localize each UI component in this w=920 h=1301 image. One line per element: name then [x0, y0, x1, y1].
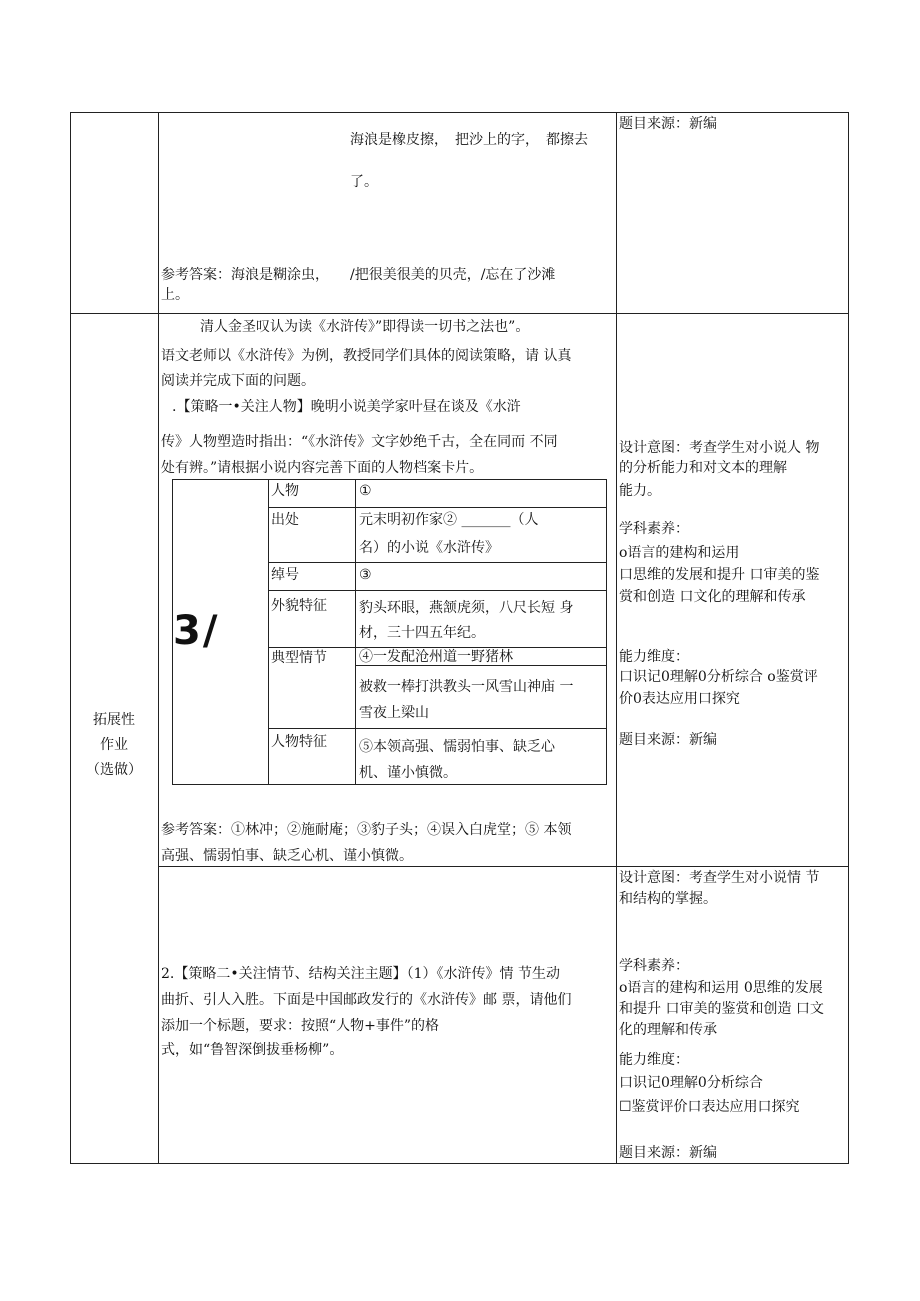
card-value-traits-2: 机、谨小慎微。 [359, 765, 457, 781]
card-row-line-1 [268, 507, 607, 508]
answer-2-line-2: 高强、懦弱怕事、缺乏心机、谨小慎微。 [161, 848, 413, 864]
ability-line-1: 口识记0理解0分析综合 o鉴赏评 [619, 669, 818, 685]
card-value-nickname: ③ [359, 567, 372, 583]
table-right-border [848, 112, 849, 1164]
card-value-traits-1: ⑤本领高强、懦弱怕事、缺乏心 [359, 739, 555, 755]
card-value-plot-2: 被救一棒打洪教头一风雪山神庙 一 [359, 679, 574, 695]
card-value-appearance-1: 豹头环眼，燕颔虎须，八尺长短 身 [359, 600, 574, 616]
design-intent-2: 的分析能力和对文本的理解 [619, 460, 787, 476]
card-row-line-6 [268, 728, 607, 729]
ability-title-s3: 能力维度： [619, 1052, 689, 1068]
card-value-origin-1: 元末明初作家② _______（人 [359, 512, 539, 528]
poem-line-1: 海浪是橡皮擦， 把沙上的字， 都擦去 [350, 132, 588, 148]
question-line-1: 2.【策略二•关注情节、结构关注主题】（1）《水浒传》情 节生动 [161, 966, 560, 982]
column-divider-2 [616, 112, 617, 1164]
source-label: 题目来源：新编 [619, 116, 717, 132]
intro-line-3: 阅读并完成下面的问题。 [161, 373, 315, 389]
card-value-appearance-2: 材，三十四五年纪。 [359, 625, 485, 641]
answer-line-2: 上。 [161, 287, 189, 303]
card-value-person: ① [359, 483, 372, 499]
category-line-1: 拓展性 [93, 712, 135, 728]
card-bottom-border [172, 784, 607, 785]
literacy-title: 学科素养： [619, 521, 689, 537]
design-intent-1: 设计意图：考查学生对小说人 物 [619, 440, 820, 456]
card-label-origin: 出处 [271, 512, 299, 528]
literacy-line-1: o语言的建构和运用 [619, 545, 740, 561]
source-label-3: 题目来源：新编 [619, 1145, 717, 1161]
card-top-border [172, 479, 607, 480]
literacy-title-s3: 学科素养： [619, 958, 689, 974]
strategy-line-2: 传》人物塑造时指出：“《水浒传》文字妙绝千古，全在同而 不同 [161, 434, 558, 450]
ability-s3-line-1: 口识记0理解0分析综合 [619, 1075, 763, 1091]
design-intent-3: 能力。 [619, 483, 661, 499]
question-line-4: 式，如“鲁智深倒拔垂杨柳”。 [161, 1042, 344, 1058]
intro-line-2: 语文老师以《水浒传》为例，教授同学们具体的阅读策略，请 认真 [161, 348, 572, 364]
source-label-2: 题目来源：新编 [619, 732, 717, 748]
question-line-2: 曲折、引人入胜。下面是中国邮政发行的《水浒传》邮 票，请他们 [161, 992, 572, 1008]
card-value-plot-3: 雪夜上梁山 [359, 705, 429, 721]
poem-line-2: 了。 [350, 174, 378, 190]
card-col-divider-1 [268, 479, 269, 784]
literacy-line-3: 赏和创造 口文化的理解和传承 [619, 589, 806, 605]
ability-s3-line-2: ☐鉴赏评价口表达应用口探究 [619, 1099, 800, 1115]
design-intent-s3-1: 设计意图：考查学生对小说情 节 [619, 870, 820, 886]
ability-title: 能力维度： [619, 649, 689, 665]
table-top-border [70, 112, 849, 113]
category-line-3: （选做） [86, 762, 142, 778]
strategy-line-3: 处有辨。”请根据小说内容完善下面的人物档案卡片。 [161, 460, 484, 476]
answer-line-1: 参考答案：海浪是糊涂虫， /把很美很美的贝壳，/忘在了沙滩 [161, 267, 556, 283]
answer-2-line-1: 参考答案：①林冲；②施耐庵；③豹子头；④误入白虎堂；⑤ 本领 [161, 822, 572, 838]
card-value-plot-1: ④一发配沧州道一野猪林 [359, 649, 513, 665]
literacy-s3-line-3: 化的理解和传承 [619, 1022, 717, 1038]
intro-line-1: 清人金圣叹认为读《水浒传》”即得读一切书之法也”。 [200, 319, 530, 335]
table-bottom-border [70, 1163, 849, 1164]
column-divider-1 [158, 112, 159, 1164]
card-value-origin-2: 名）的小说《水浒传》 [359, 540, 499, 556]
card-label-nickname: 绰号 [271, 567, 299, 583]
strategy-line-1: .【策略一•关注人物】晚明小说美学家叶昼在谈及《水浒 [172, 399, 521, 415]
card-label-person: 人物 [271, 483, 299, 499]
card-col-divider-2 [355, 479, 356, 784]
question-line-3: 添加一个标题，要求：按照“人物+事件”的格 [161, 1018, 440, 1034]
literacy-s3-line-1: o语言的建构和运用 0思维的发展 [619, 980, 823, 996]
card-row-line-3 [268, 590, 607, 591]
ability-line-2: 价0表达应用口探究 [619, 691, 740, 707]
literacy-s3-line-2: 和提升 口审美的鉴赏和创造 口文 [619, 1001, 824, 1017]
card-right-border [606, 479, 607, 784]
card-row-line-2 [268, 562, 607, 563]
card-mark: 3/ [173, 608, 220, 654]
row-divider-2 [158, 866, 849, 867]
card-label-appearance: 外貌特征 [271, 598, 327, 614]
card-label-traits: 人物特征 [271, 734, 327, 750]
row-divider-1 [70, 313, 849, 314]
card-label-plot: 典型情节 [271, 650, 327, 666]
literacy-line-2: 口思维的发展和提升 口审美的鉴 [619, 567, 820, 583]
category-line-2: 作业 [100, 737, 128, 753]
table-left-border [70, 112, 71, 1164]
design-intent-s3-2: 和结构的掌握。 [619, 891, 717, 907]
